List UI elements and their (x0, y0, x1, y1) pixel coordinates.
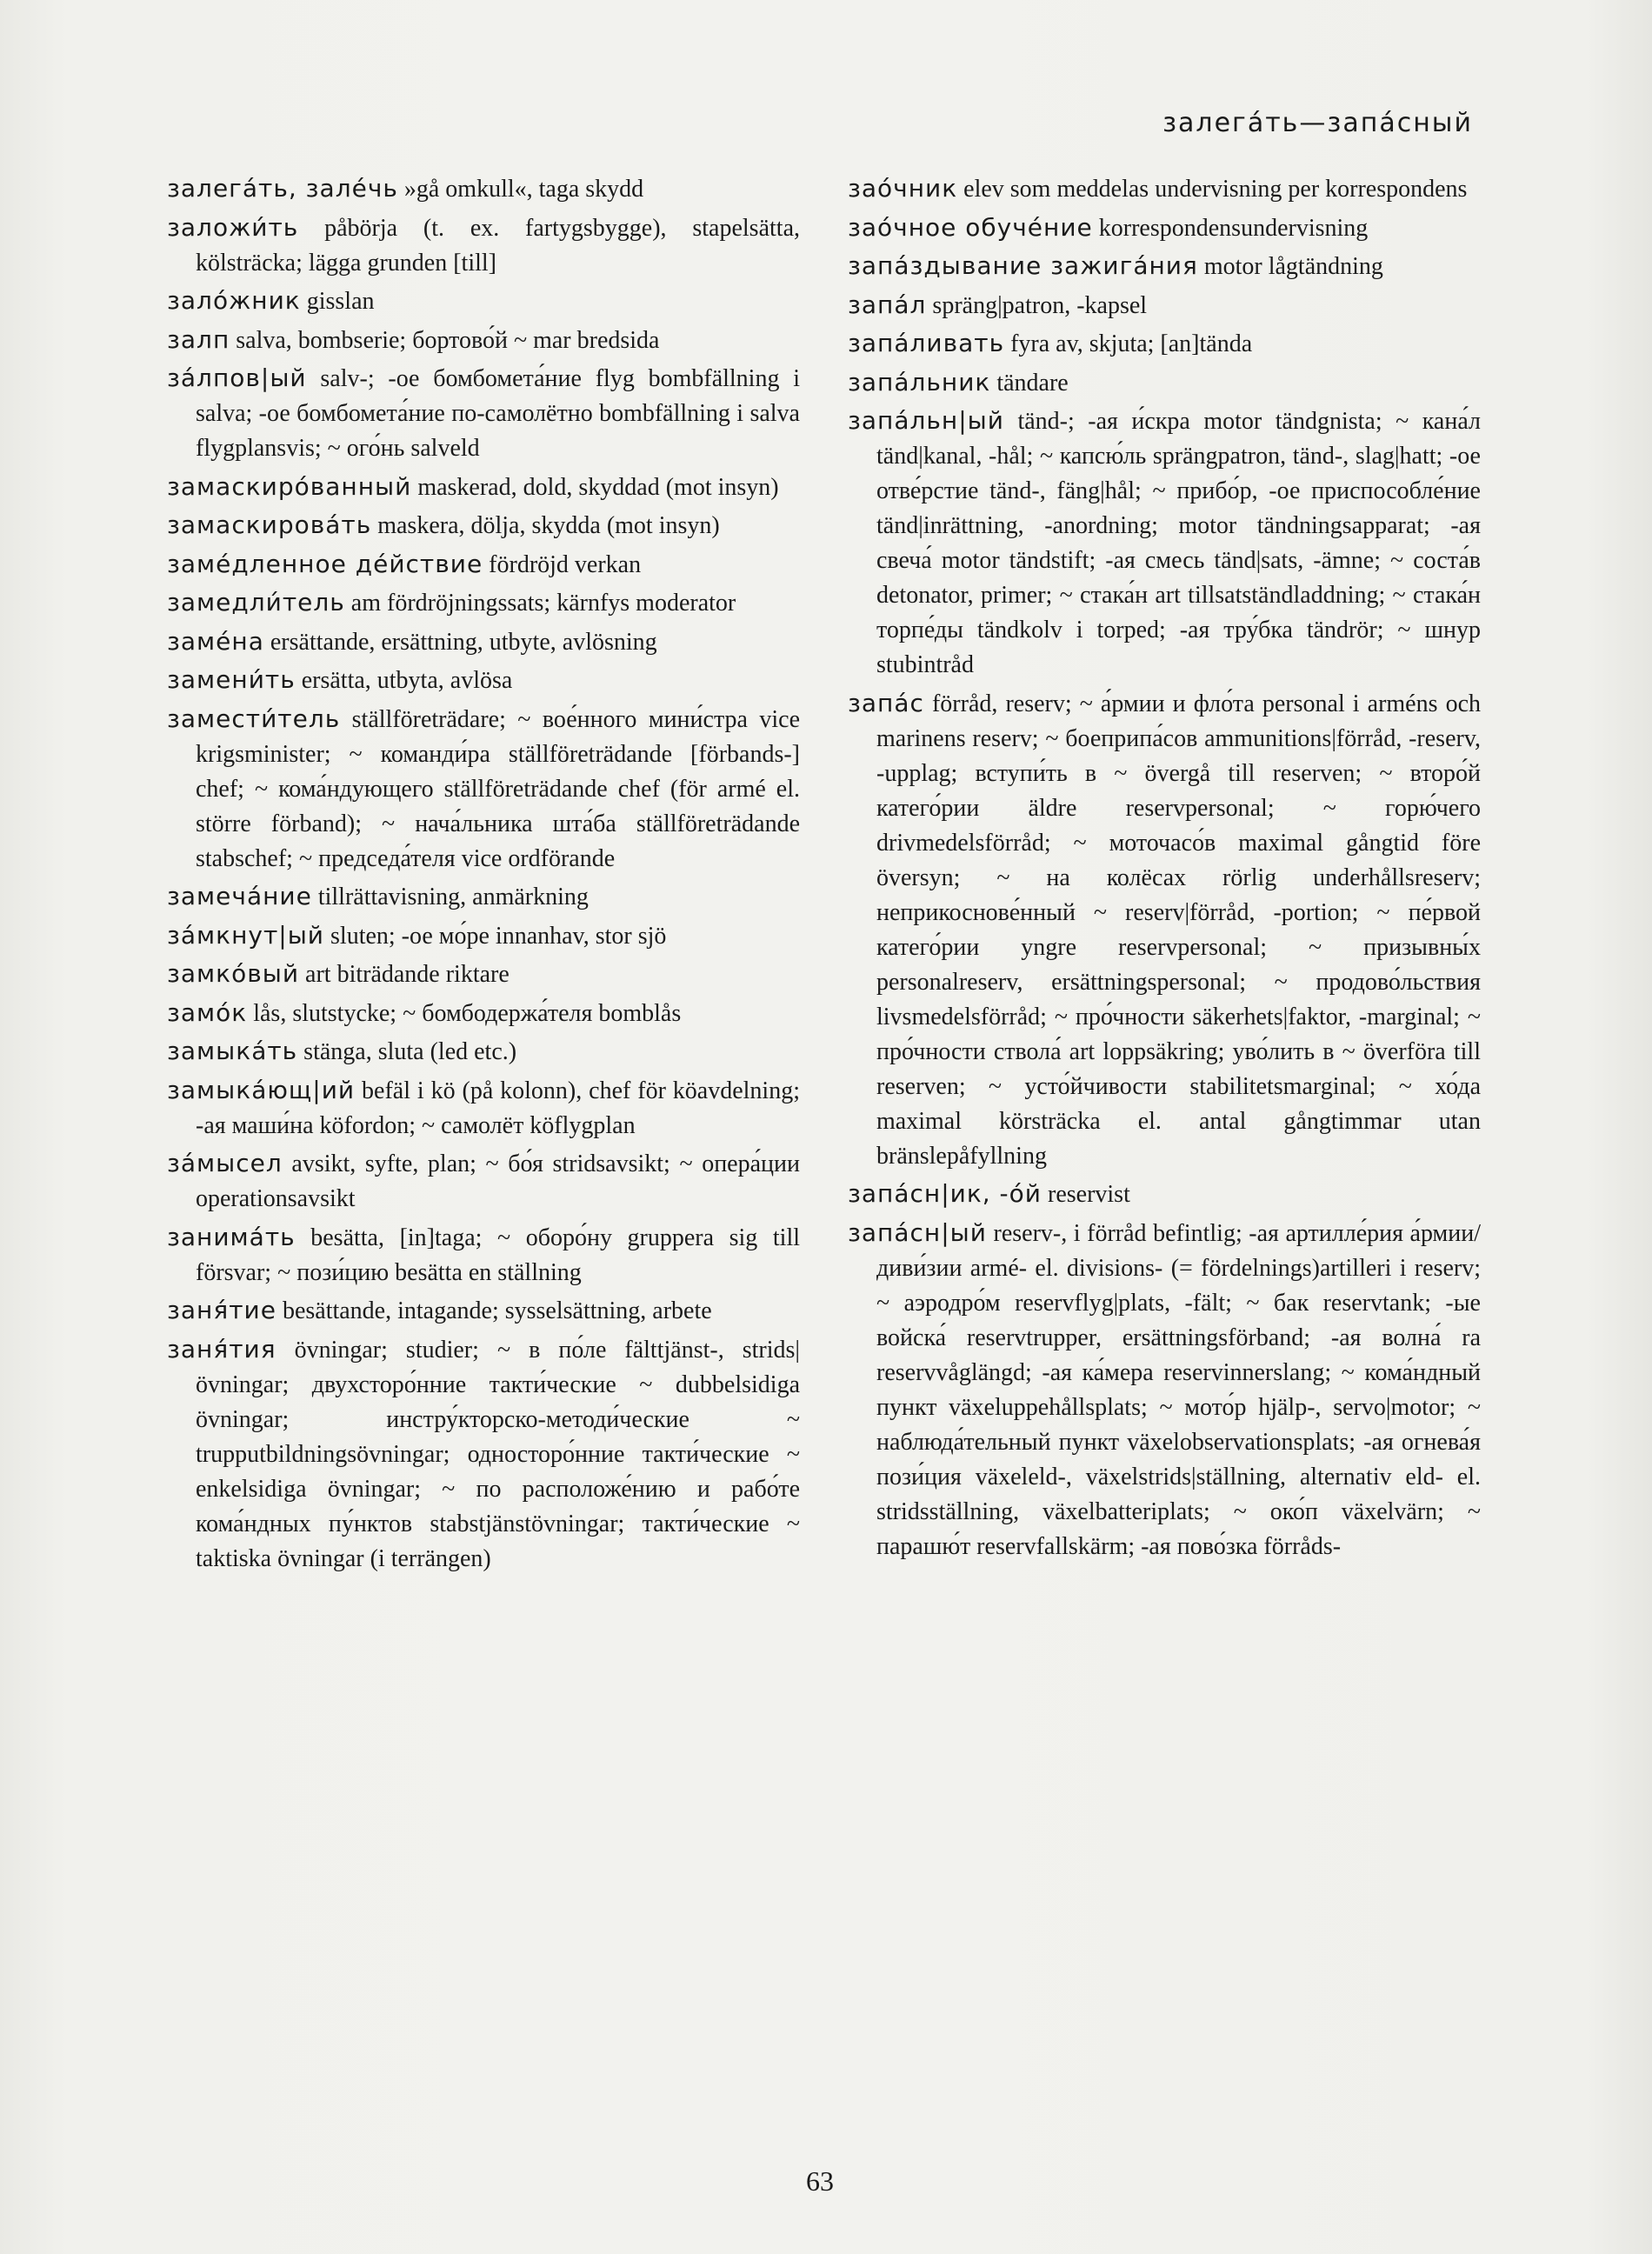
entry-headword: запа́здывание зажига́ния (848, 251, 1198, 280)
entry-headword: замо́к (167, 997, 248, 1027)
dictionary-entry (848, 171, 1481, 207)
entry-translation: lås, slutstycke; ~ бомбодержа́теля bomblås (253, 999, 682, 1027)
dictionary-entry (167, 1034, 800, 1070)
entry-headword: замыка́ющ|ий (167, 1075, 356, 1104)
entry-translation: salva, bombserie; бортово́й ~ mar bredsida (236, 326, 660, 354)
entry-headword: запа́льник (848, 367, 991, 397)
dictionary-entry (167, 1073, 800, 1144)
dictionary-entry (848, 210, 1481, 246)
entry-headword: запа́льн|ый (848, 406, 1004, 435)
entry-translation: fyra av, skjuta; [an]tända (1010, 330, 1253, 357)
dictionary-entry (848, 686, 1481, 1174)
entry-translation: »gå omkull«, taga skydd (403, 176, 644, 203)
entry-headword: заме́дленное де́йствие (167, 549, 483, 578)
entry-translation: ställföreträdare; ~ вое́нного мини́стра vice krigsminister; ~ команди́ра ställföreträdande [förbands-] chef; ~ кома́ндующего ställföreträdande chef (för armé el. större förband); ~ нача́льника шта́ба ställföreträdande stabschef; ~ председа́теля vice ordförande (196, 705, 801, 872)
dictionary-entry (167, 508, 800, 543)
entry-headword: залп (167, 324, 230, 354)
entry-translation: sluten; -ое мо́ре innanhav, stor sjö (330, 922, 667, 950)
entry-translation: stänga, sluta (led etc.) (303, 1038, 517, 1065)
dictionary-entry (167, 702, 800, 877)
entry-translation: tändare (996, 369, 1069, 397)
entry-translation: korrespondensundervisning (1098, 214, 1369, 242)
dictionary-entry (848, 326, 1481, 362)
dictionary-entry (848, 365, 1481, 401)
dictionary-entry (167, 879, 800, 915)
entry-headword: за́мкнут|ый (167, 920, 325, 950)
dictionary-entry (848, 403, 1481, 683)
dictionary-entry (167, 470, 800, 505)
dictionary-entry (848, 249, 1481, 284)
entry-headword: запа́ливать (848, 329, 1005, 357)
entry-translation: spräng|patron, -kapsel (932, 291, 1148, 319)
entry-translation: salv-; -ое бомбомета́ние flyg bombfällning i salva; -ое бомбомета́ние по-самолётно bombfällning i salva flygplansvis; ~ ого́нь salveld (196, 365, 801, 462)
left-column (167, 171, 800, 1579)
dictionary-entry (167, 957, 800, 992)
entry-headword: запа́сн|ик, -о́й (848, 1179, 1042, 1208)
entry-headword: заме́на (167, 626, 264, 656)
entry-headword: занима́ть (167, 1222, 296, 1251)
page-number: 63 (806, 2165, 834, 2197)
entry-headword: залега́ть, зале́чь (167, 174, 398, 203)
entry-translation: avsikt, syfte, plan; ~ бо́я stridsavsikt; ~ опера́ции operationsavsikt (196, 1150, 800, 1212)
entry-translation: am fördröjningssats; kärnfys moderator (350, 590, 736, 617)
entry-headword: зао́чник (848, 174, 958, 203)
entry-headword: замко́вый (167, 959, 300, 988)
entry-headword: замаскирова́ть (167, 510, 372, 539)
entry-translation: förråd, reserv; ~ а́рмии и фло́та personal i arméns och marinens reserv; ~ боеприпа́сов ammunitions|förråd, -reserv, -upplag; вступи́ть в ~ övergå till reserven; ~ второ́й катего́рии äldre reservpersonal; ~ горю́чего drivmedelsförråd; ~ моточасо́в maximal gångtid före översyn; ~ на колёсах rörlig underhållsreserv; неприкоснове́нный ~ reserv|förråd, -portion; ~ пе́рвой катего́рии yngre reservpersonal; ~ призывны́х personalreserv, ersättningspersonal; ~ продово́льствия livsmedelsförråd; ~ про́чности säkerhets|faktor, -marginal; ~ про́чности ствола́ art loppsäkring; уво́лить в ~ överföra till reserven; ~ усто́йчивости stabilitetsmarginal; ~ хо́да maximal körsträcka el. antal gångtimmar utan bränslepåfyllning (876, 690, 1481, 1170)
dictionary-entry (167, 283, 800, 319)
dictionary-entry (167, 996, 800, 1031)
entry-translation: motor lågtändning (1203, 253, 1383, 280)
dictionary-entry (167, 323, 800, 358)
entry-translation: gisslan (306, 288, 375, 315)
entry-headword: запа́с (848, 688, 924, 717)
dictionary-entry (167, 1332, 800, 1577)
dictionary-entry (167, 361, 800, 466)
right-column (848, 171, 1481, 1567)
entry-headword: заня́тие (167, 1296, 276, 1324)
dictionary-entry (167, 624, 800, 660)
entry-headword: замаскиро́ванный (167, 471, 412, 501)
dictionary-entry (167, 210, 800, 281)
entry-headword: замедли́тель (167, 588, 345, 617)
dictionary-entry (167, 663, 800, 698)
entry-translation: tänd-; -ая и́скра motor tändgnista; ~ кана́л tänd|kanal, -hål; ~ капсю́ль sprängpatron, tänd-, slag|hatt; -ое отве́рстие tänd-, fäng|hål; ~ прибо́р, -ое приспособле́ние tänd|inrättning, -anordning; motor tändningsapparat; -ая свеча́ motor tändstift; -ая смесь tänd|sats, -ämne; ~ соста́в detonator, primer; ~ стака́н art tillsatständladdning; ~ стака́н торпе́ды tändkolv i torped; -ая тру́бка tändrör; ~ шнур stubintråd (876, 408, 1481, 678)
entry-headword: зало́жник (167, 286, 301, 315)
entry-headword: за́лпов|ый (167, 363, 307, 392)
entry-translation: art biträdande riktare (305, 961, 510, 988)
entry-translation: maskerad, dold, skyddad (mot insyn) (417, 473, 779, 501)
entry-translation: elev som meddelas undervisning per korrespondens (963, 176, 1468, 203)
entry-headword: зао́чное обуче́ние (848, 212, 1093, 242)
entry-headword: запа́сн|ый (848, 1217, 987, 1247)
entry-translation: besätta, [in]taga; ~ оборо́ну gruppera sig till försvar; ~ пози́цию besätta en ställning (196, 1224, 801, 1286)
dictionary-entry (167, 585, 800, 621)
entry-translation: maskera, dölja, skydda (mot insyn) (377, 512, 720, 539)
dictionary-entry (167, 1293, 800, 1329)
entry-headword: запа́л (848, 290, 927, 319)
entry-headword: замыка́ть (167, 1037, 298, 1065)
entry-headword: заложи́ть (167, 212, 299, 242)
dictionary-entry (848, 1177, 1481, 1212)
entry-translation: övningar; studier; ~ в по́ле fälttjänst-, strids|övningar; двухсторо́нние такти́ческие ~ dubbelsidiga övningar; инстру́кторско-методи́ческие ~ trupputbildningsövningar; односторо́нние такти́ческие ~ enkelsidiga övningar; ~ по расположе́нию и рабо́те кома́ндных пу́нктов stabstjänstövningar; такти́ческие ~ taktiska övningar (i terrängen) (196, 1336, 801, 1572)
entry-translation: besättande, intagande; sysselsättning, arbete (282, 1297, 712, 1324)
entry-translation: ersätta, utbyta, avlösa (301, 667, 513, 694)
entry-translation: befäl i kö (på kolonn), chef för köavdelning; -ая маши́на köfordon; ~ самолёт köflygplan (196, 1077, 800, 1139)
entry-translation: fördröjd verkan (489, 550, 642, 578)
dictionary-entry (848, 288, 1481, 323)
entry-headword: замени́ть (167, 665, 296, 694)
running-head: залега́ть—запа́сный (1162, 108, 1473, 138)
entry-headword: заня́тия (167, 1334, 276, 1364)
dictionary-entry (167, 1220, 800, 1290)
entry-translation: reserv-, i förråd befintlig; -ая артилле́рия а́рмии/диви́зии armé- el. divisions- (= fördelnings)artilleri i reserv; ~ аэродро́м reservflyg|plats, -fält; ~ бак reservtank; -ые войска́ reservtrupper, ersättningsförband; -ая волна́ ra reservvåglängd; -ая ка́мера reservinnerslang; ~ кома́ндный пункт växeluppehållsplats; ~ мото́р hjälp-, servo|motor; ~ наблюда́тельный пункт växelobservationsplats; -ая огнева́я пози́ция växeleld-, växelstrids|ställning, alternativ eld- el. stridsställning, växelbatteriplats; ~ око́п växelvärn; ~ парашю́т reservfallskärm; -ая пово́зка förråds- (876, 1219, 1482, 1560)
dictionary-entry (167, 547, 800, 583)
entry-translation: tillrättavisning, anmärkning (317, 884, 589, 910)
dictionary-entry (167, 1146, 800, 1217)
entry-headword: замести́тель (167, 704, 341, 733)
entry-translation: påbörja (t. ex. fartygsbygge), stapelsätta, kölsträcka; lägga grunden [till] (196, 214, 800, 277)
dictionary-entry (167, 918, 800, 954)
dictionary-entry (848, 1216, 1481, 1564)
entry-headword: за́мысел (167, 1149, 283, 1177)
entry-translation: reservist (1048, 1181, 1130, 1208)
entry-translation: ersättande, ersättning, utbyte, avlösning (270, 628, 657, 656)
entry-headword: замеча́ние (167, 882, 312, 910)
dictionary-entry (167, 171, 800, 207)
